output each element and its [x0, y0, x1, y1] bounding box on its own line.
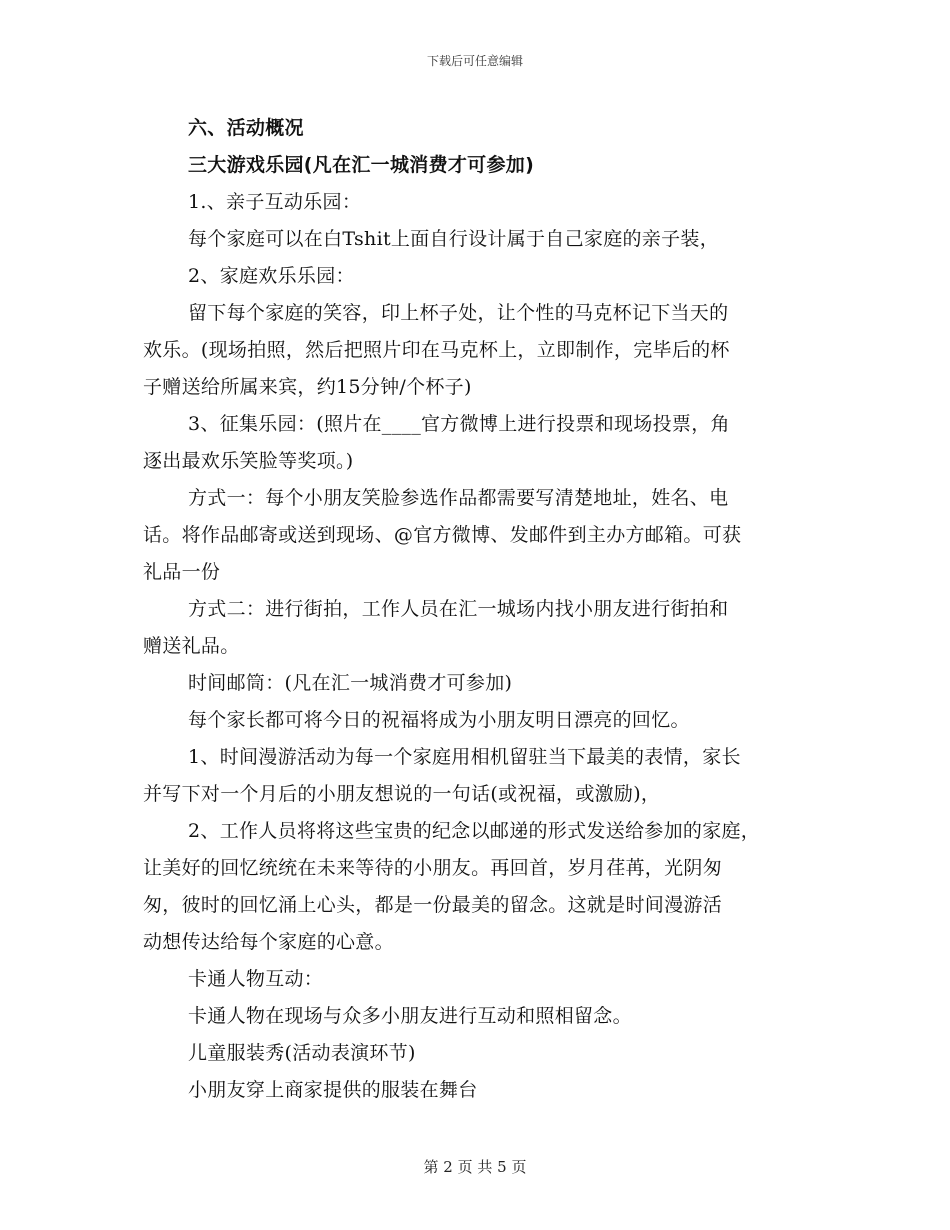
- subsection-heading: 三大游戏乐园(凡在汇一城消费才可参加): [188, 154, 535, 176]
- paragraph-line: 1、时间漫游活动为每一个家庭用相机留驻当下最美的表情，家长: [188, 746, 741, 768]
- paragraph-line: 方式二：进行街拍，工作人员在汇一城场内找小朋友进行街拍和: [188, 598, 729, 620]
- paragraph-line: 每个家长都可将今日的祝福将成为小朋友明日漂亮的回忆。: [188, 709, 690, 731]
- paragraph-line: 逐出最欢乐笑脸等奖项。): [143, 450, 354, 472]
- paragraph-line: 时间邮筒：(凡在汇一城消费才可参加): [188, 672, 513, 694]
- paragraph-line: 2、工作人员将将这些宝贵的纪念以邮递的形式发送给参加的家庭，: [188, 820, 761, 842]
- paragraph-line: 留下每个家庭的笑容，印上杯子处，让个性的马克杯记下当天的: [188, 302, 729, 324]
- paragraph-line: 卡通人物互动：: [188, 968, 324, 990]
- paragraph-line: 欢乐。(现场拍照，然后把照片印在马克杯上，立即制作，完毕后的杯: [143, 339, 730, 361]
- paragraph-line: 每个家庭可以在白Tshit上面自行设计属于自己家庭的亲子装，: [188, 228, 719, 250]
- document-body: [143, 110, 803, 1109]
- page-footer: 第 2 页 共 5 页: [423, 1158, 527, 1176]
- section-heading: 六、活动概况: [188, 117, 304, 139]
- paragraph-line: 让美好的回忆统统在未来等待的小朋友。再回首，岁月荏苒，光阴匆: [143, 857, 723, 879]
- paragraph-line: 卡通人物在现场与众多小朋友进行互动和照相留念。: [188, 1005, 632, 1027]
- paragraph-line: 2、家庭欢乐乐园：: [188, 265, 355, 287]
- paragraph-line: 小朋友穿上商家提供的服装在舞台: [188, 1079, 478, 1101]
- paragraph-line: 1.、亲子互动乐园：: [188, 191, 362, 213]
- paragraph-line: 儿童服装秀(活动表演环节): [188, 1042, 416, 1064]
- paragraph-line: 话。将作品邮寄或送到现场、@官方微博、发邮件到主办方邮箱。可获: [143, 524, 742, 546]
- paragraph-line: 并写下对一个月后的小朋友想说的一句话(或祝福，或激励)，: [143, 783, 661, 805]
- paragraph-line: 礼品一份: [143, 561, 221, 583]
- page-header: 下载后可任意编辑: [426, 54, 523, 68]
- paragraph-line: 赠送礼品。: [143, 635, 240, 657]
- paragraph-line: 子赠送给所属来宾，约15分钟/个杯子): [143, 376, 472, 398]
- paragraph-line: 动想传达给每个家庭的心意。: [143, 931, 394, 953]
- paragraph-line: 方式一：每个小朋友笑脸参选作品都需要写清楚地址，姓名、电: [188, 487, 729, 509]
- paragraph-line: 匆，彼时的回忆涌上心头，都是一份最美的留念。这就是时间漫游活: [143, 894, 723, 916]
- paragraph-line: 3、征集乐园：(照片在____官方微博上进行投票和现场投票，角: [188, 413, 730, 435]
